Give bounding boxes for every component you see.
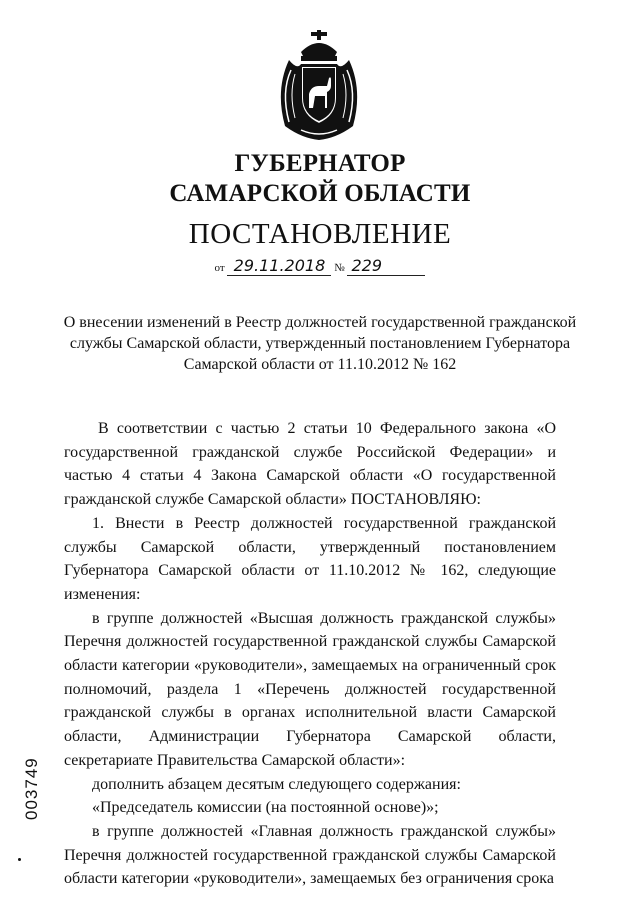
- body-paragraph: в группе должностей «Главная должность гражданской службы» Перечня должностей государственной гражданской службы Самарской области категории «руководители», замещаемых без ограничения срока: [64, 822, 556, 888]
- document-number: 229: [347, 257, 425, 276]
- date-prefix: от: [214, 262, 225, 274]
- body-paragraph: в группе должностей «Высшая должность гражданской службы» Перечня должностей государственной гражданской службы Самарской области категории «руководители», замещаемых на ограниченный срок полномочий, раздела 1 «Перечень должностей государственной гражданской службы в органах исполнительной власти Самарской области, Администрации Губернатора Самарской области, секретариате Правительства Самарской области»:: [64, 609, 556, 769]
- document-body: [64, 417, 556, 891]
- body-paragraph: В соответствии с частью 2 статьи 10 Федерального закона «О государственной гражданской службе Российской Федерации» и частью 4 статьи 4 Закона Самарской области «О государственной гражданской службе Самарской области» ПОСТАНОВЛЯЮ:: [64, 420, 556, 509]
- header-title-governor: ГУБЕРНАТОР: [234, 150, 406, 177]
- document-subject: О внесении изменений в Реестр должностей государственной гражданской службы Самарской области, утвержденный постановлением Губернатора Самарской области от 11.10.2012 № 162: [63, 314, 577, 373]
- header-title-region: САМАРСКОЙ ОБЛАСТИ: [169, 180, 471, 207]
- number-prefix: №: [334, 262, 345, 274]
- registration-stamp: 003749: [22, 757, 41, 820]
- coat-of-arms-emblem: [271, 30, 367, 142]
- body-paragraph: дополнить абзацем десятым следующего содержания:: [92, 775, 461, 793]
- document-date: 29.11.2018: [227, 257, 331, 276]
- document-type: ПОСТАНОВЛЕНИЕ: [188, 218, 452, 250]
- margin-dot: [18, 858, 21, 861]
- document-meta: [0, 257, 640, 276]
- body-paragraph: «Председатель комиссии (на постоянной основе)»;: [92, 799, 439, 817]
- body-paragraph: 1. Внести в Реестр должностей государственной гражданской службы Самарской области, утвержденный постановлением Губернатора Самарской области от 11.10.2012 № 162, следующие изменения:: [64, 514, 556, 603]
